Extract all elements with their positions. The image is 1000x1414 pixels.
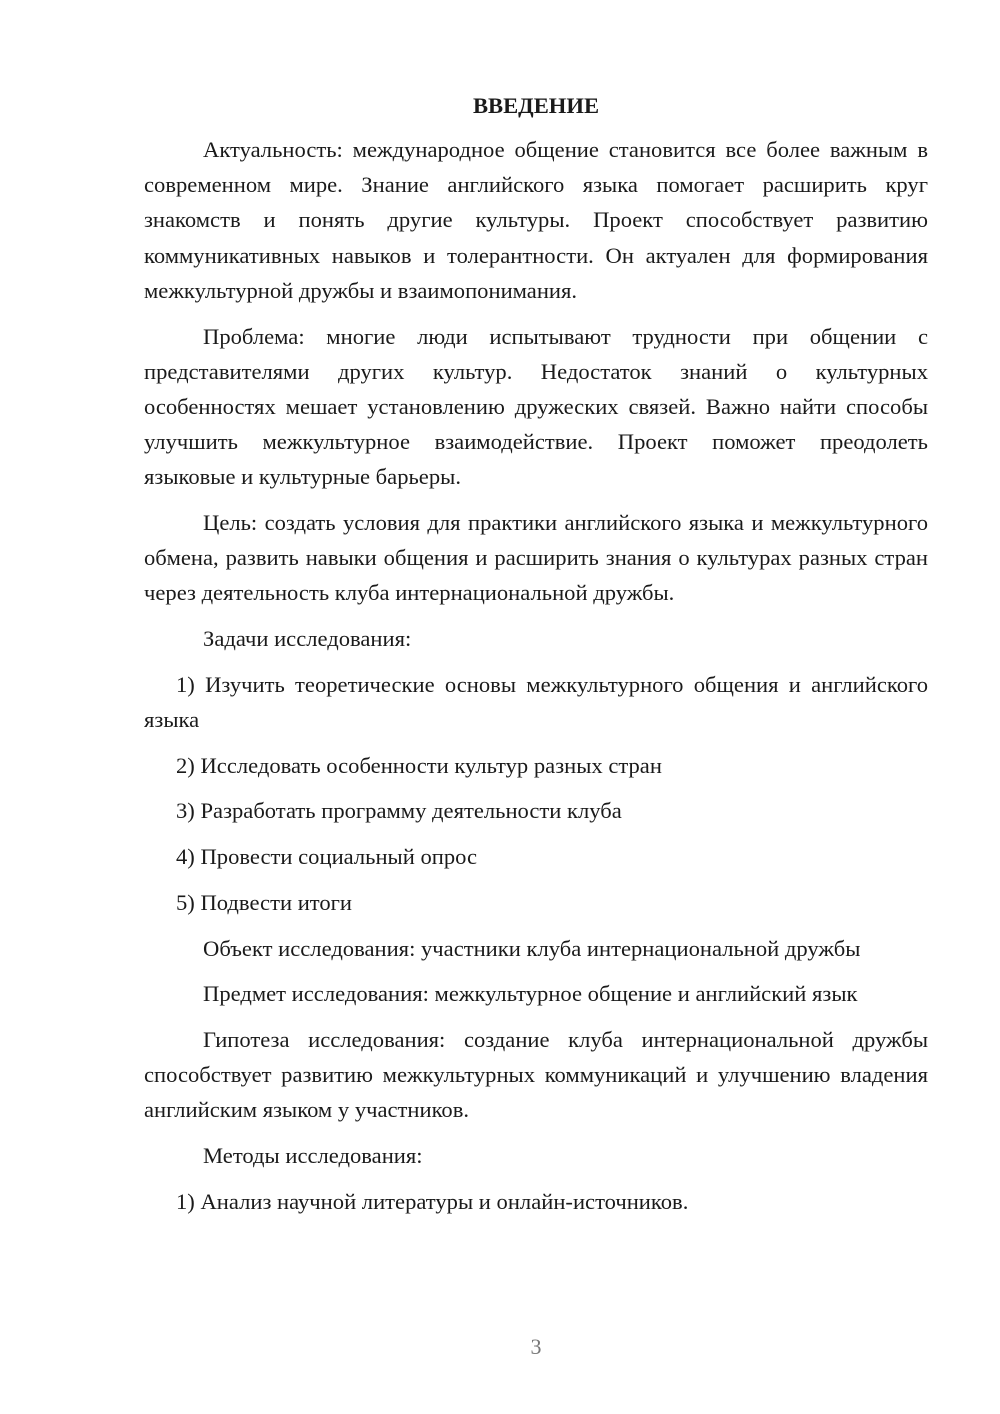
page-number: 3 [530, 1334, 542, 1359]
document-page [144, 88, 928, 1229]
task-item-5: 5) Подвести итоги [176, 889, 353, 915]
relevance-paragraph: Актуальность: международное общение становится все более важным в современном мире. Знание английского языка помогает расширить круг знакомств и понять другие культуры. Проект способствует развитию коммуникативных навыков и толерантности. Он актуален для формирования межкультурной дружбы и взаимопонимания. [144, 137, 928, 303]
research-subject: Предмет исследования: межкультурное общение и английский язык [203, 981, 858, 1007]
research-object: Объект исследования: участники клуба интернациональной дружбы [203, 935, 861, 961]
tasks-heading: Задачи исследования: [203, 626, 412, 652]
document-title: ВВЕДЕНИЕ [472, 93, 600, 118]
goal-paragraph: Цель: создать условия для практики английского языка и межкультурного обмена, развить навыки общения и расширить знания о культурах разных стран через деятельность клуба интернациональной дружбы. [144, 510, 928, 606]
research-hypothesis: Гипотеза исследования: создание клуба интернациональной дружбы способствует развитию межкультурных коммуникаций и улучшению владения английским языком у участников. [144, 1026, 928, 1123]
task-item-1: 1) Изучить теоретические основы межкультурного общения и английского языка [144, 671, 928, 733]
methods-heading: Методы исследования: [203, 1143, 423, 1169]
task-item-3: 3) Разработать программу деятельности клуба [176, 798, 622, 824]
task-item-2: 2) Исследовать особенности культур разных стран [176, 752, 662, 778]
task-item-4: 4) Провести социальный опрос [176, 844, 478, 870]
method-item-1: 1) Анализ научной литературы и онлайн-источников. [176, 1188, 689, 1214]
problem-paragraph: Проблема: многие люди испытывают трудности при общении с представителями других культур. Недостаток знаний о культурных особенностях мешает установлению дружеских связей. Важно найти способы улучшить межкультурное взаимодействие. Проект поможет преодолеть языковые и культурные барьеры. [144, 323, 928, 490]
